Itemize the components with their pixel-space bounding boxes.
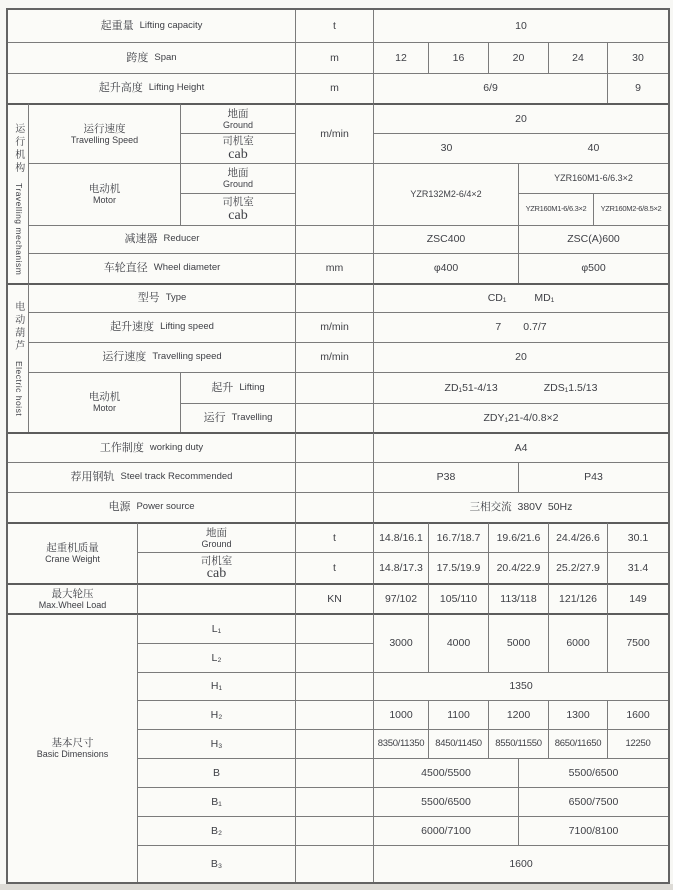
- travelling-speed-label: 运行速度 Travelling Speed: [28, 103, 180, 163]
- hoist-travelling-speed-label: 运行速度 Travelling speed: [28, 342, 295, 372]
- crane-weight-cab-value: 20.4/22.9: [488, 552, 548, 583]
- dim-H3-value: 8350/11350: [373, 729, 428, 758]
- steel-track-label: 荐用钢轨 Steel track Recommended: [8, 462, 295, 492]
- span-value-12: 12: [373, 42, 428, 73]
- travelling-speed-ground-value: 20: [373, 103, 668, 133]
- travelling-motor-value-right-top: YZR160M1-6/6.3×2: [518, 163, 668, 193]
- dim-H2-value: 1000: [373, 700, 428, 729]
- dim-H3-value: 8650/11650: [548, 729, 607, 758]
- travelling-speed-cab-values: 30 40: [373, 133, 668, 163]
- lifting-height-value-30m: 9: [607, 73, 668, 103]
- max-wheel-load-value: 113/118: [488, 583, 548, 613]
- crane-weight-cab-unit: t: [295, 552, 373, 583]
- power-source-label: 电源 Power source: [8, 492, 295, 522]
- lifting-capacity-label: 起重量 Lifting capacity: [100, 19, 203, 32]
- dim-L-value: 5000: [488, 613, 548, 672]
- working-duty-label: 工作制度 working duty: [8, 432, 295, 462]
- max-wheel-load-spacer: [137, 583, 295, 613]
- power-source-unit: [295, 492, 373, 522]
- group-travelling-mechanism: 运行机构 Travelling mechanism: [8, 103, 28, 293]
- reducer-unit: [295, 225, 373, 253]
- wheel-diameter-label: 车轮直径 Wheel diameter: [28, 253, 295, 283]
- hoist-motor-lifting-unit: [295, 372, 373, 403]
- dim-B1-label: B₁: [137, 787, 295, 816]
- span-value-20: 20: [488, 42, 548, 73]
- travelling-motor-unit: [295, 163, 373, 225]
- hoist-motor-lifting-label: 起升 Lifting: [180, 372, 295, 403]
- reducer-value-left: ZSC400: [373, 225, 518, 253]
- hoist-motor-label: 电动机 Motor: [28, 372, 180, 432]
- hoist-type-unit: [295, 283, 373, 312]
- travelling-motor-value-left: YZR132M2-6/4×2: [373, 163, 518, 225]
- crane-weight-ground-value: 19.6/21.6: [488, 522, 548, 552]
- dim-B2-label: B₂: [137, 816, 295, 845]
- crane-weight-ground-unit: t: [295, 522, 373, 552]
- dim-B-value-left: 4500/5500: [373, 758, 518, 787]
- travelling-motor-cab-label: 司机室 cab: [180, 193, 295, 225]
- wheel-diameter-unit: mm: [295, 253, 373, 283]
- crane-weight-label: 起重机质量 Crane Weight: [8, 522, 137, 583]
- dim-L-value: 7500: [607, 613, 668, 672]
- reducer-value-right: ZSC(A)600: [518, 225, 668, 253]
- hoist-type-value: CD₁ MD₁: [373, 283, 668, 312]
- span-label: 跨度 Span: [8, 42, 295, 73]
- crane-weight-cab-value: 31.4: [607, 552, 668, 583]
- steel-track-value-left: P38: [373, 462, 518, 492]
- travelling-motor-label: 电动机 Motor: [28, 163, 180, 225]
- dim-H3-value: 12250: [607, 729, 668, 758]
- steel-track-value-right: P43: [518, 462, 668, 492]
- crane-specification-table: [6, 8, 670, 884]
- dim-B3-label: B₃: [137, 845, 295, 882]
- power-source-value: 三相交流 380V 50Hz: [373, 492, 668, 522]
- dim-H2-value: 1100: [428, 700, 488, 729]
- crane-weight-ground-value: 30.1: [607, 522, 668, 552]
- dim-H1-unit: [295, 672, 373, 700]
- wheel-diameter-value-right: φ500: [518, 253, 668, 283]
- dim-B3-value: 1600: [373, 845, 668, 882]
- span-value-30: 30: [607, 42, 668, 73]
- hoist-type-label: 型号 Type: [28, 283, 295, 312]
- dim-H2-value: 1300: [548, 700, 607, 729]
- dim-B1-value-left: 5500/6500: [373, 787, 518, 816]
- dim-B2-unit: [295, 816, 373, 845]
- page-bottom-edge: [0, 884, 673, 890]
- dim-L2-unit: [295, 643, 373, 672]
- crane-weight-cab-value: 17.5/19.9: [428, 552, 488, 583]
- dim-B-unit: [295, 758, 373, 787]
- span-unit: m: [295, 42, 373, 73]
- dim-B3-unit: [295, 845, 373, 882]
- span-value-16: 16: [428, 42, 488, 73]
- lifting-capacity-unit: t: [295, 10, 373, 42]
- lifting-height-unit: m: [295, 73, 373, 103]
- hoist-motor-travelling-label: 运行 Travelling: [180, 403, 295, 432]
- dim-L-value: 3000: [373, 613, 428, 672]
- crane-weight-cab-value: 14.8/17.3: [373, 552, 428, 583]
- max-wheel-load-label: 最大轮压 Max.Wheel Load: [8, 583, 137, 613]
- dim-B1-value-right: 6500/7500: [518, 787, 668, 816]
- crane-weight-ground-value: 14.8/16.1: [373, 522, 428, 552]
- dim-H2-value: 1200: [488, 700, 548, 729]
- dim-H3-unit: [295, 729, 373, 758]
- working-duty-unit: [295, 432, 373, 462]
- lifting-height-label: 起升高度 Lifting Height: [8, 73, 295, 103]
- crane-weight-cab-value: 25.2/27.9: [548, 552, 607, 583]
- dim-L2-label: L₂: [137, 643, 295, 672]
- dim-B-value-right: 5500/6500: [518, 758, 668, 787]
- span-value-24: 24: [548, 42, 607, 73]
- travelling-motor-value-right-bottom-1: YZR160M1-6/6.3×2: [518, 193, 593, 225]
- crane-weight-ground-label: 地面 Ground: [137, 522, 295, 552]
- dim-B2-value-left: 6000/7100: [373, 816, 518, 845]
- hoist-lifting-speed-value: 7 0.7/7: [373, 312, 668, 342]
- travelling-motor-ground-label: 地面 Ground: [180, 163, 295, 193]
- dim-B-label: B: [137, 758, 295, 787]
- hoist-motor-travelling-value: ZDY₁21-4/0.8×2: [373, 403, 668, 432]
- reducer-label: 减速器 Reducer: [28, 225, 295, 253]
- hoist-travelling-speed-unit: m/min: [295, 342, 373, 372]
- travelling-speed-cab-label: 司机室 cab: [180, 133, 295, 163]
- crane-weight-ground-value: 16.7/18.7: [428, 522, 488, 552]
- crane-weight-cab-label: 司机室 cab: [137, 552, 295, 583]
- max-wheel-load-value: 149: [607, 583, 668, 613]
- travelling-speed-ground-label: 地面 Ground: [180, 103, 295, 133]
- travelling-motor-value-right-bottom-2: YZR160M2-6/8.5×2: [593, 193, 668, 225]
- hoist-lifting-speed-label: 起升速度 Lifting speed: [28, 312, 295, 342]
- basic-dimensions-label: 基本尺寸 Basic Dimensions: [8, 613, 137, 882]
- max-wheel-load-value: 105/110: [428, 583, 488, 613]
- dim-L-value: 4000: [428, 613, 488, 672]
- hoist-lifting-speed-unit: m/min: [295, 312, 373, 342]
- dim-H3-value: 8550/11550: [488, 729, 548, 758]
- hoist-motor-travelling-unit: [295, 403, 373, 432]
- dim-H2-label: H₂: [137, 700, 295, 729]
- dim-L1-unit: [295, 613, 373, 643]
- dim-H2-unit: [295, 700, 373, 729]
- group-electric-hoist: 电动葫芦 Electric hoist: [8, 283, 28, 432]
- max-wheel-load-value: 97/102: [373, 583, 428, 613]
- hoist-travelling-speed-value: 20: [373, 342, 668, 372]
- dim-H1-label: H₁: [137, 672, 295, 700]
- dim-B2-value-right: 7100/8100: [518, 816, 668, 845]
- dim-L1-label: L₁: [137, 613, 295, 643]
- dim-H3-value: 8450/11450: [428, 729, 488, 758]
- max-wheel-load-value: 121/126: [548, 583, 607, 613]
- dim-H1-value: 1350: [373, 672, 668, 700]
- max-wheel-load-unit: KN: [295, 583, 373, 613]
- hoist-motor-lifting-value: ZD₁51-4/13 ZDS₁1.5/13: [373, 372, 668, 403]
- travelling-speed-unit: m/min: [295, 103, 373, 163]
- dim-H2-value: 1600: [607, 700, 668, 729]
- dim-B1-unit: [295, 787, 373, 816]
- crane-weight-ground-value: 24.4/26.6: [548, 522, 607, 552]
- dim-H3-label: H₃: [137, 729, 295, 758]
- wheel-diameter-value-left: φ400: [373, 253, 518, 283]
- working-duty-value: A4: [373, 432, 668, 462]
- steel-track-unit: [295, 462, 373, 492]
- dim-L-value: 6000: [548, 613, 607, 672]
- lifting-capacity-value: 10: [373, 10, 668, 42]
- lifting-height-value-main: 6/9: [373, 73, 607, 103]
